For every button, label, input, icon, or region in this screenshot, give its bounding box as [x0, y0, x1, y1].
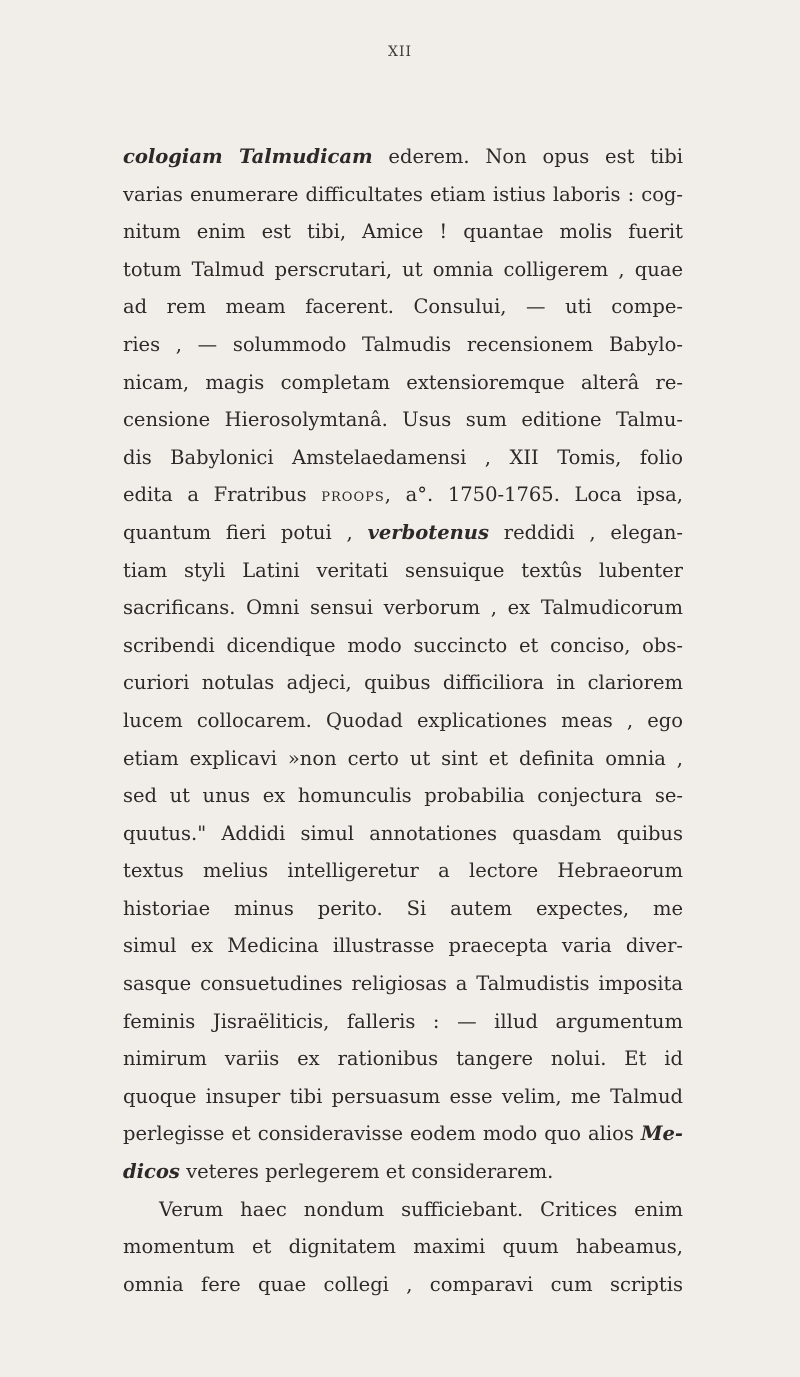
- text-line: [123, 288, 683, 326]
- text-line: [123, 890, 683, 928]
- text-line: [123, 176, 683, 214]
- text-segment: textus melius intelligeretur a lectore Hebraeorum: [123, 859, 683, 883]
- text-segment: sed ut unus ex homunculis probabilia conjectura se-: [123, 784, 683, 808]
- text-segment: perlegisse et consideravisse eodem modo quo alios: [123, 1122, 641, 1146]
- text-segment: tiam styli Latini veritati sensuique textûs lubenter: [123, 558, 683, 582]
- text-line: [123, 514, 683, 552]
- text-segment: nimirum variis ex rationibus tangere nolui. Et id: [123, 1047, 683, 1071]
- text-segment: quantum fieri potui ,: [123, 520, 368, 544]
- text-line: [123, 777, 683, 815]
- text-line: [123, 213, 683, 251]
- text-segment: lucem collocarem. Quodad explicationes meas , ego: [123, 708, 683, 732]
- text-segment: momentum et dignitatem maximi quum habeamus,: [123, 1235, 683, 1259]
- text-line: [123, 1153, 683, 1191]
- text-segment: sasque consuetudines religiosas a Talmudistis imposita: [123, 972, 683, 996]
- text-segment: quutus." Addidi simul annotationes quasdam quibus: [123, 821, 683, 845]
- text-segment: Verum haec nondum sufficiebant. Critices enim: [159, 1197, 683, 1221]
- text-line: [123, 251, 683, 289]
- text-segment: veteres perlegerem et considerarem.: [179, 1160, 554, 1184]
- text-segment: omnia fere quae collegi , comparavi cum scriptis: [123, 1272, 683, 1296]
- text-line: [123, 927, 683, 965]
- text-line: [123, 476, 683, 514]
- italic-text: verbotenus: [367, 520, 489, 544]
- text-segment: feminis Jisraëliticis, falleris : — illud argumentum: [123, 1009, 683, 1033]
- text-segment: nicam, magis completam extensioremque alterâ re-: [123, 370, 683, 394]
- text-line: [123, 589, 683, 627]
- text-segment: , a°. 1750-1765. Loca ipsa,: [384, 483, 683, 507]
- text-segment: censione Hierosolymtanâ. Usus sum editione Talmu-: [123, 408, 683, 432]
- text-line: [123, 965, 683, 1003]
- text-segment: reddidi , elegan-: [488, 520, 683, 544]
- italic-text: cologiam Talmudicam: [123, 145, 373, 168]
- text-line: [123, 326, 683, 364]
- body-text: [123, 138, 683, 1303]
- text-line: [123, 702, 683, 740]
- text-line: [123, 364, 683, 402]
- text-segment: dis Babylonici Amstelaedamensi , XII Tomis, folio: [123, 445, 683, 469]
- text-line: [123, 552, 683, 590]
- text-line: [123, 740, 683, 778]
- text-line: [123, 627, 683, 665]
- text-line: [123, 852, 683, 890]
- text-line: [123, 401, 683, 439]
- text-segment: sacrificans. Omni sensui verborum , ex Talmudicorum: [123, 596, 683, 620]
- text-line: [123, 1003, 683, 1041]
- text-segment: varias enumerare difficultates etiam istius laboris : cog-: [123, 182, 683, 206]
- text-line: [123, 1078, 683, 1116]
- text-line: [123, 815, 683, 853]
- text-segment: etiam explicavi »non certo ut sint et definita omnia ,: [123, 746, 683, 770]
- text-segment: simul ex Medicina illustrasse praecepta varia diver-: [123, 934, 683, 958]
- text-segment: ries , — solummodo Talmudis recensionem Babylo-: [123, 332, 683, 356]
- text-line: [123, 439, 683, 477]
- text-segment: nitum enim est tibi, Amice ! quantae molis fuerit: [123, 220, 683, 244]
- text-segment: quoque insuper tibi persuasum esse velim, me Talmud: [123, 1084, 683, 1108]
- italic-text: Me-: [640, 1122, 683, 1146]
- text-segment: curiori notulas adjeci, quibus difficiliora in clariorem: [123, 671, 683, 695]
- text-line: [123, 1266, 683, 1304]
- text-line: [123, 1191, 683, 1229]
- text-segment: totum Talmud perscrutari, ut omnia colligerem , quae: [123, 257, 683, 281]
- text-segment: edita a Fratribus: [123, 483, 322, 507]
- text-line: [123, 664, 683, 702]
- text-line: [123, 138, 683, 176]
- italic-text: dicos: [123, 1160, 180, 1184]
- text-segment: ad rem meam facerent. Consului, — uti compe-: [123, 295, 683, 319]
- text-line: [123, 1228, 683, 1266]
- text-line: [123, 1040, 683, 1078]
- text-segment: ederem. Non opus est tibi: [372, 145, 683, 168]
- page-number: XII: [387, 44, 413, 60]
- text-line: [123, 1115, 683, 1153]
- text-segment: historiae minus perito. Si autem expectes, me: [123, 896, 683, 920]
- text-segment: scribendi dicendique modo succincto et conciso, obs-: [123, 633, 683, 657]
- small-caps-text: PROOPS: [321, 490, 385, 506]
